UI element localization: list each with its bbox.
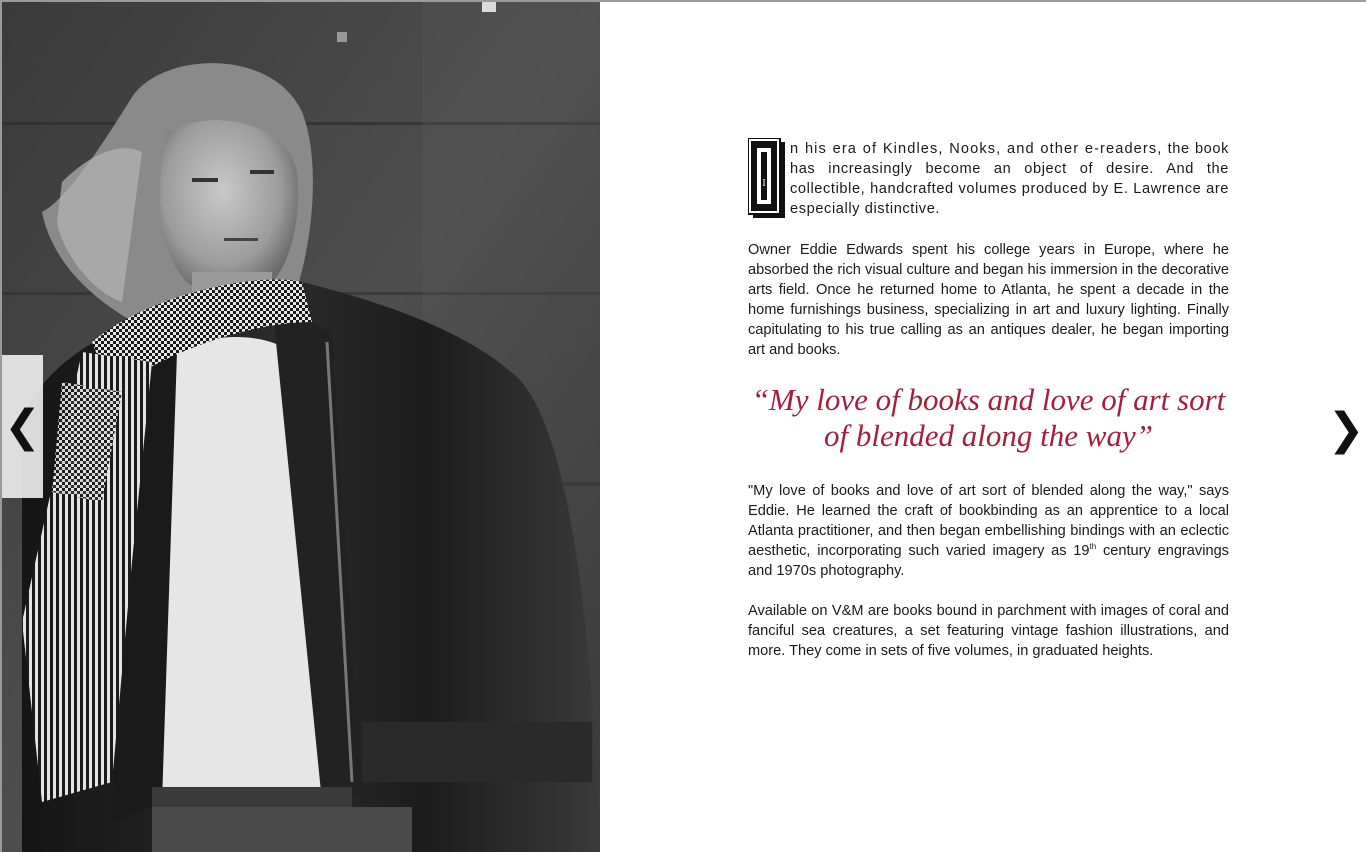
paragraph-1: Owner Eddie Edwards spent his college years in Europe, where he absorbed the rich visual culture and began his immersion in the decorative arts field. Once he returned home to Atlanta, he spent a decade in the home furnishings business, specializing in art and luxury lighting. Finally capitulating to his true calling as an antiques dealer, he began importing art and books. xyxy=(748,242,1229,358)
paragraph-3: Available on V&M are books bound in parchment with images of coral and fanciful sea creatures, a set featuring vintage fashion illustrations, and more. They come in sets of five volumes, in graduated heights. xyxy=(748,603,1229,659)
dropcap-letter xyxy=(748,138,786,218)
dropcap-text: I xyxy=(762,178,766,189)
paragraph-2 xyxy=(748,481,1229,581)
portrait-photo xyxy=(2,2,600,852)
chevron-right-icon: ❯ xyxy=(1327,404,1365,455)
paragraph-2-end: century engravings and 1970s photography. xyxy=(748,543,1229,579)
chevron-left-icon: ❮ xyxy=(4,400,41,452)
ordinal-suffix: th xyxy=(1089,542,1097,551)
previous-page-button[interactable] xyxy=(2,355,43,498)
lead-rest: the book has increasingly become an object of desire. And the collectible, handcrafted volumes produced by E. Lawrence are especially distinctive. xyxy=(790,141,1229,217)
pull-quote: “My love of books and love of art sort of blended along the way” xyxy=(751,382,1226,453)
lead-paragraph xyxy=(748,138,1229,220)
lead-first-line: n his era of Kindles, Nooks, and other e-readers, xyxy=(790,141,1163,157)
article-body xyxy=(748,138,1229,661)
next-page-button[interactable] xyxy=(1326,400,1366,460)
paragraph-2-text: "My love of books and love of art sort of blended along the way," says Eddie. He learned the craft of bookbinding as an apprentice to a local Atlanta practitioner, and then began embellishing bindings with an eclectic aesthetic, incorporating such varied imagery as 19 xyxy=(748,483,1229,559)
